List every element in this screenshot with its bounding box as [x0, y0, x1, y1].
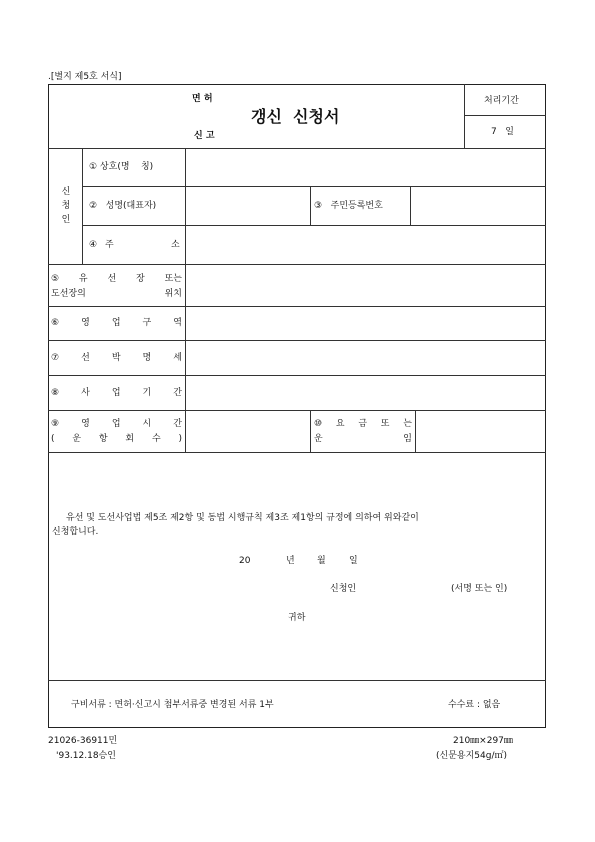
form-number-note: .[별지 제5호 서식]	[48, 72, 122, 82]
approval-date: '93.12.18승인	[56, 751, 116, 761]
date-year: 20	[239, 556, 251, 566]
row-divider	[464, 115, 546, 116]
row-divider	[48, 306, 546, 307]
dock-location-label: 도선장의 위치	[51, 289, 182, 299]
address-label-number: ④	[89, 240, 98, 250]
recipient-label: 귀하	[288, 613, 306, 623]
representative-field[interactable]	[187, 188, 308, 223]
resident-number-label: ③ 주민등록번호	[314, 201, 383, 211]
column-divider	[410, 186, 411, 225]
business-period-field[interactable]	[187, 377, 544, 408]
fare-label: ⑩ 요 금 또 는	[314, 419, 412, 429]
form-code: 21026-36911민	[48, 736, 118, 746]
statement-text: 신청합니다.	[52, 527, 99, 537]
business-hours-label: ⑨ 영 업 시 간	[51, 419, 182, 429]
row-divider	[48, 410, 546, 411]
address-label: 소	[171, 240, 180, 250]
fare-field[interactable]	[417, 412, 544, 450]
processing-period-value: 7 일	[491, 127, 515, 137]
business-area-label: ⑥ 영 업 구 역	[51, 318, 182, 328]
resident-number-field[interactable]	[412, 188, 544, 223]
processing-period-label: 처리기간	[484, 96, 519, 106]
applicant-label: 신청인	[330, 584, 357, 594]
column-divider	[185, 148, 186, 452]
dock-location-field[interactable]	[187, 266, 544, 304]
business-name-label: ① 상호(명 칭)	[89, 162, 154, 172]
row-divider	[48, 680, 546, 681]
signature-note: (서명 또는 인)	[451, 584, 508, 594]
row-divider	[82, 225, 546, 226]
address-field[interactable]	[187, 227, 544, 262]
business-name-field[interactable]	[187, 150, 544, 184]
business-area-field[interactable]	[187, 308, 544, 338]
column-divider	[310, 186, 311, 225]
date-month-label: 월	[317, 556, 326, 566]
business-hours-field[interactable]	[187, 412, 308, 450]
statement-text: 유선 및 도선사업법 제5조 제2항 및 동법 시행규칙 제3조 제1항의 규정에 의하여 위와같이	[66, 513, 419, 523]
column-divider	[415, 410, 416, 452]
vessel-details-label: ⑦ 선 박 명 세	[51, 353, 182, 363]
paper-type: (신문용지54g/㎡)	[436, 751, 507, 761]
fee-note: 수수료 : 없음	[448, 700, 501, 710]
fare-label: 운 임	[314, 434, 412, 444]
row-divider	[48, 340, 546, 341]
date-day-label: 일	[349, 556, 358, 566]
column-divider	[310, 410, 311, 452]
row-divider	[48, 264, 546, 265]
address-label: 주	[105, 240, 114, 250]
column-divider	[464, 84, 465, 148]
date-year-label: 년	[286, 556, 295, 566]
row-divider	[48, 452, 546, 453]
applicant-group-label: 신 청 인	[61, 187, 71, 225]
form-title: 갱신 신청서	[251, 107, 340, 126]
business-hours-label: ( 운 항 회 수 )	[51, 434, 182, 444]
required-documents: 구비서류 : 면허·신고시 첨부서류중 변경된 서류 1부	[71, 700, 274, 710]
title-license: 면 허	[192, 94, 213, 104]
row-divider	[48, 148, 546, 149]
paper-size: 210㎜×297㎜	[453, 736, 513, 746]
title-report: 신 고	[194, 131, 215, 141]
dock-location-label: ⑤ 유 선 장 또는	[51, 274, 182, 284]
applicant-signature-field[interactable]	[368, 580, 448, 598]
row-divider	[48, 375, 546, 376]
representative-label: ② 성명(대표자)	[89, 201, 157, 211]
business-period-label: ⑧ 사 업 기 간	[51, 388, 182, 398]
row-divider	[82, 186, 546, 187]
column-divider	[82, 148, 83, 264]
vessel-details-field[interactable]	[187, 342, 544, 373]
